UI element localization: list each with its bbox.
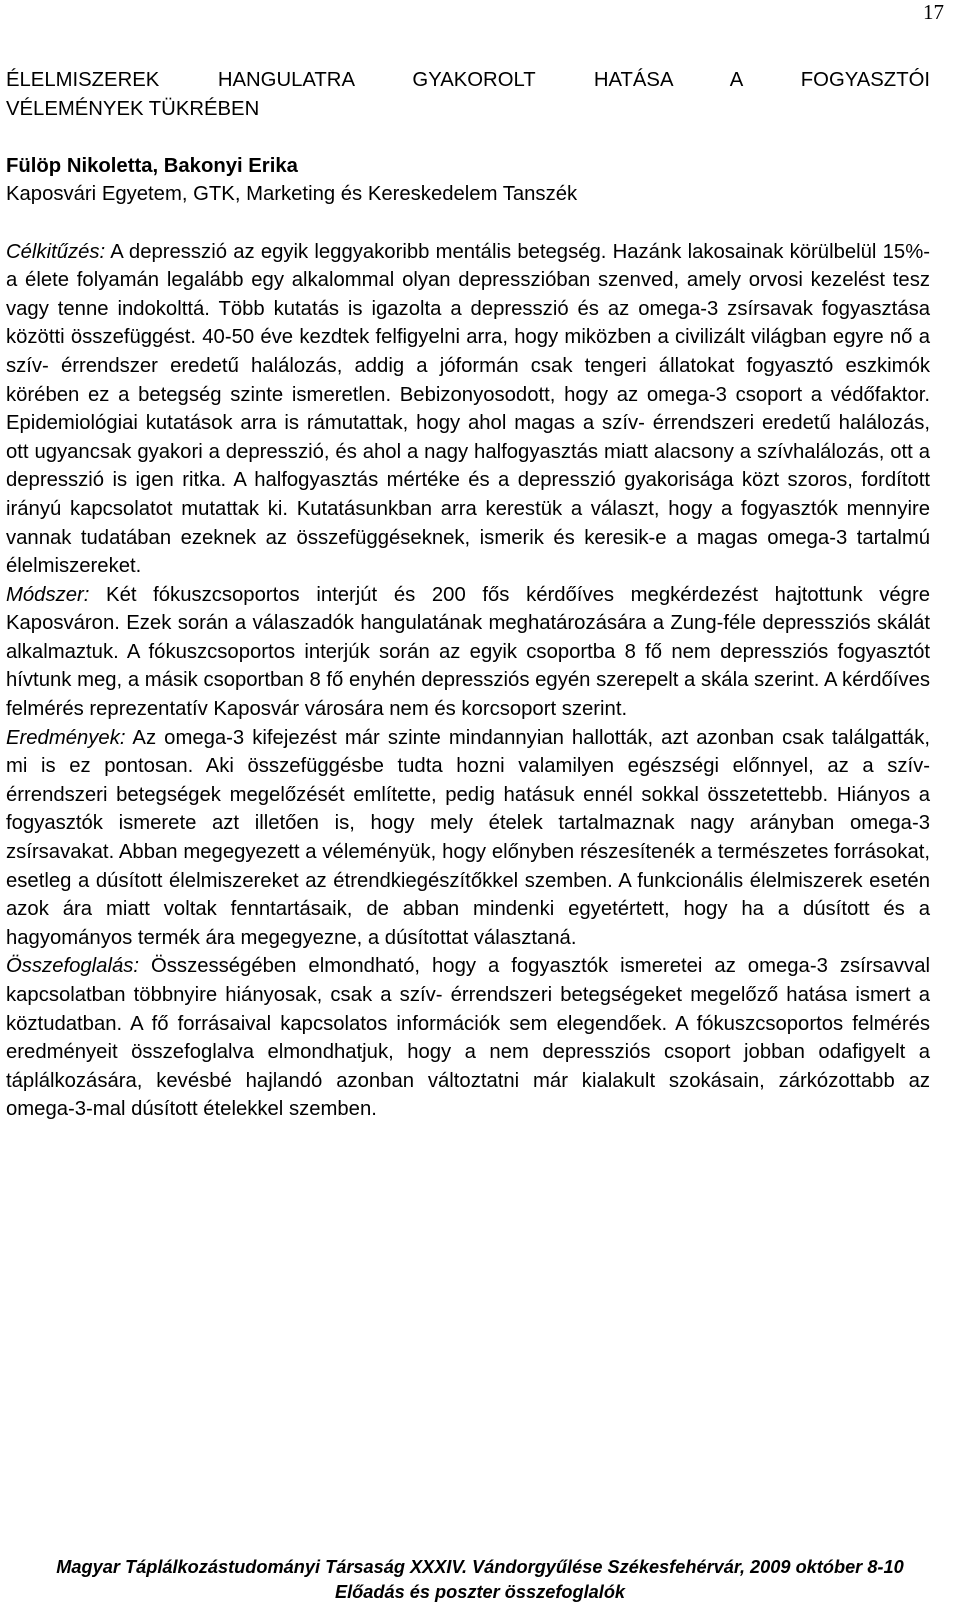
section-text-celkituzes: A depresszió az egyik leggyakoribb mentális betegség. Hazánk lakosainak körülbelül 15%-a élete folyamán legalább egy alkalommal olyan depresszióban szenved, amely orvosi kezelést tesz vagy tenne indokolttá. Több kutatás is igazolta a depresszió és az omega-3 zsírsavak fogyasztása közötti összefüggést. 40-50 éve kezdtek felfigyelni arra, hogy miközben a civilizált világban egyre nő a szív- érrendszer eredetű halálozás, addig a jóformán csak tengeri állatokat fogyasztó eszkimók körében ez a betegség szinte ismeretlen. Bebizonyosodott, hogy az omega-3 csoport a védőfaktor. Epidemiológiai kutatások arra is rámutattak, hogy ahol magas a szív- érrendszeri eredetű halálozás, ott ugyancsak gyakori a depresszió, és ahol a nagy halfogyasztás miatt alacsony a szívhalálozás, ott a depresszió is igen ritka. A halfogyasztás mértéke és a depresszió gyakorisága közt szoros, fordított irányú kapcsolatot mutattak ki. Kutatásunkban arra kerestük a választ, hogy a fogyasztók mennyire vannak tudatában ezeknek az összefüggéseknek, ismerik és keresik-e a magas omega-3 tartalmú élelmiszereket.: [6, 240, 930, 578]
title-line-2: VÉLEMÉNYEK TÜKRÉBEN: [6, 97, 260, 120]
section-label-celkituzes: Célkitűzés:: [6, 240, 106, 263]
authors: Fülöp Nikoletta, Bakonyi Erika: [6, 154, 298, 177]
page-footer: [0, 1555, 960, 1605]
section-text-modszer: Két fókuszcsoportos interjút és 200 fős kérdőíves megkérdezést hajtottunk végre Kaposváron. Ezek során a válaszadók hangulatának meghatározására a Zung-féle depressziós skálát alkalmaztuk. A fókuszcsoportos interjúk során az egyik csoportba 8 fő nem depressziós fogyasztót hívtunk meg, a másik csoportban 8 fő enyhén depressziós egyén szerepelt a skála szerint. A kérdőíves felmérés reprezentatív Kaposvár városára nem és korcsoport szerint.: [6, 583, 930, 721]
section-label-osszefoglalas: Összefoglalás:: [6, 955, 140, 978]
section-label-modszer: Módszer:: [6, 583, 90, 606]
article-title: [6, 66, 930, 123]
abstract-content: [6, 66, 930, 1124]
footer-subtitle: Előadás és poszter összefoglalók: [334, 1582, 626, 1602]
footer-conference: Magyar Táplálkozástudományi Társaság XXXIV. Vándorgyűlése Székesfehérvár, 2009 október 8-10: [56, 1557, 904, 1577]
page-number: 17: [923, 0, 944, 24]
affiliation: Kaposvári Egyetem, GTK, Marketing és Kereskedelem Tanszék: [6, 183, 578, 206]
abstract-body: [6, 238, 930, 1124]
title-line-1: ÉLELMISZEREK HANGULATRA GYAKOROLT HATÁSA A FOGYASZTÓI: [6, 69, 930, 91]
section-text-osszefoglalas: Összességében elmondható, hogy a fogyasztók ismeretei az omega-3 zsírsavval kapcsolatban többnyire hiányosak, csak a szív- érrendszeri betegségeket megelőző hatása ismert a köztudatban. A fő forrásaival kapcsolatos információk sem elegendőek. A fókuszcsoportos felmérés eredményeit összefoglalva elmondhatjuk, hogy a nem depressziós csoport jobban odafigyelt a táplálkozására, kevésbé hajlandó azonban változtatni már kialakult szokásain, zárkózottabb az omega-3-mal dúsított ételekkel szemben.: [6, 955, 930, 1121]
section-text-eredmenyek: Az omega-3 kifejezést már szinte mindannyian hallották, azt azonban csak találgatták, mi is ez pontosan. Aki összefüggésbe tudta hozni valamilyen egészségi előnnyel, az a szív- érrendszeri betegségek megelőzését említette, pedig hatásuk ennél sokkal összetettebb. Hiányos a fogyasztók ismerete azt illetően is, hogy mely ételek tartalmaznak nagy arányban omega-3 zsírsavakat. Abban megegyezett a véleményük, hogy előnyben részesítenék a természetes forrásokat, esetleg a dúsított élelmiszereket az étrendkiegészítőkkel szemben. A funkcionális élelmiszerek esetén azok ára miatt voltak fenntartásaik, de abban mindenki egyetértett, hogy ha a dúsított és a hagyományos termék ára megegyezne, a dúsítottat választaná.: [6, 726, 930, 949]
section-label-eredmenyek: Eredmények:: [6, 726, 126, 749]
